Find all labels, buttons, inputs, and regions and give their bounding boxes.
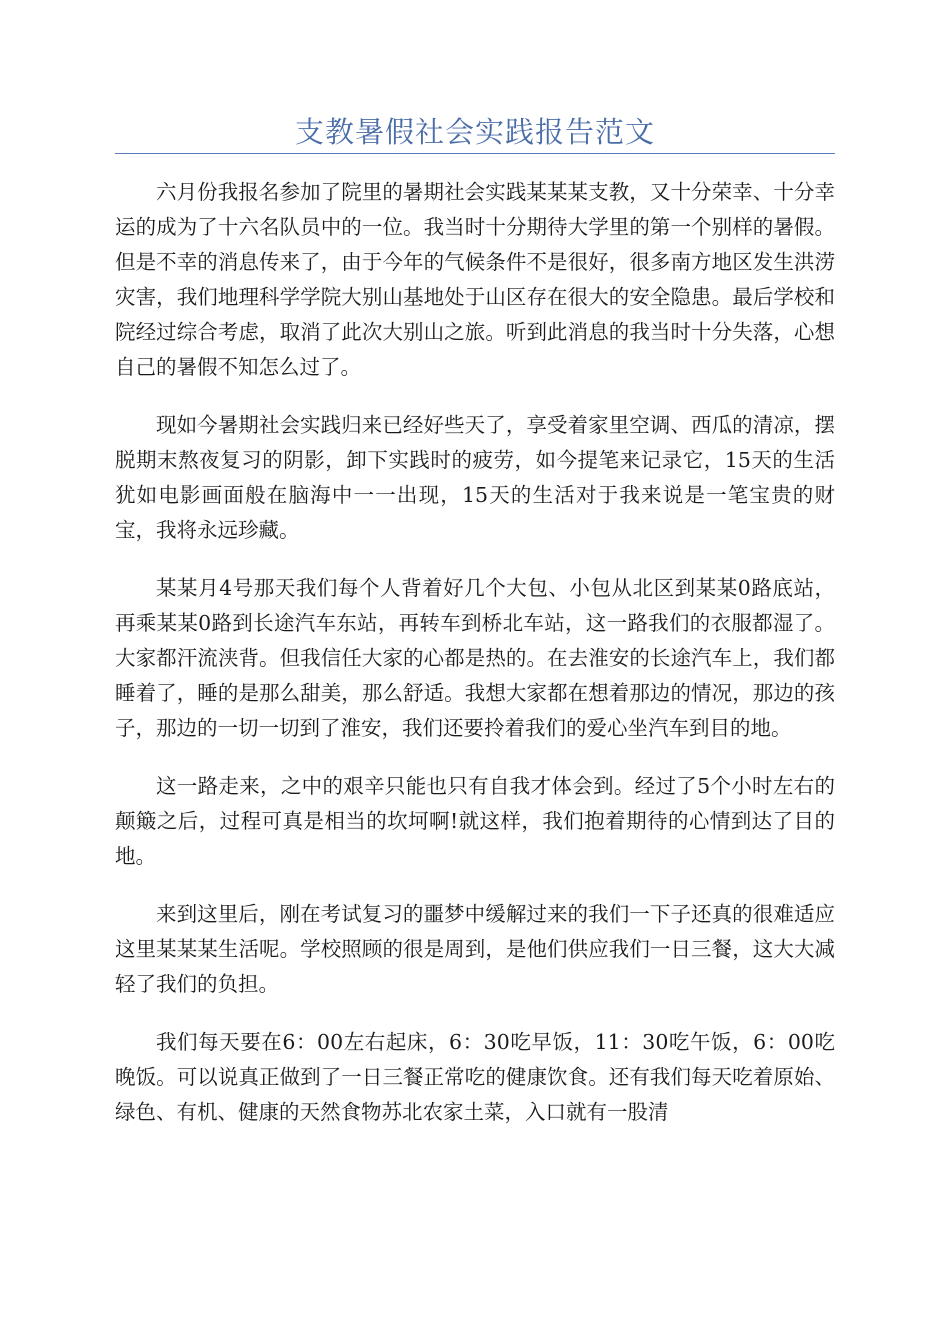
paragraph-6: 我们每天要在6：00左右起床，6：30吃早饭，11：30吃午饭，6：00吃晚饭。可以说真正做到了一日三餐正常吃的健康饮食。还有我们每天吃着原始、绿色、有机、健康的天然食物苏北农家土菜，入口就有一股清 [115, 1030, 835, 1124]
paragraph-2: 现如今暑期社会实践归来已经好些天了，享受着家里空调、西瓜的清凉，摆脱期末熬夜复习的阴影，卸下实践时的疲劳，如今提笔来记录它，15天的生活犹如电影画面般在脑海中一一出现，15天的生活对于我来说是一笔宝贵的财宝，我将永远珍藏。 [115, 413, 835, 542]
paragraph-5: 来到这里后，刚在考试复习的噩梦中缓解过来的我们一下子还真的很难适应这里某某某生活呢。学校照顾的很是周到，是他们供应我们一日三餐，这大大减轻了我们的负担。 [115, 902, 835, 996]
paragraph-1: 六月份我报名参加了院里的暑期社会实践某某某支教，又十分荣幸、十分幸运的成为了十六名队员中的一位。我当时十分期待大学里的第一个别样的暑假。但是不幸的消息传来了，由于今年的气候条件不是很好，很多南方地区发生洪涝灾害，我们地理科学学院大别山基地处于山区存在很大的安全隐患。最后学校和院经过综合考虑，取消了此次大别山之旅。听到此消息的我当时十分失落，心想自己的暑假不知怎么过了。 [115, 180, 835, 379]
document-body [115, 175, 835, 1153]
paragraph-4: 这一路走来，之中的艰辛只能也只有自我才体会到。经过了5个小时左右的颠簸之后，过程可真是相当的坎坷啊!就这样，我们抱着期待的心情到达了目的地。 [115, 774, 835, 868]
title-underline [115, 153, 835, 154]
paragraph-3: 某某月4号那天我们每个人背着好几个大包、小包从北区到某某0路底站，再乘某某0路到长途汽车东站，再转车到桥北车站，这一路我们的衣服都湿了。大家都汗流浃背。但我信任大家的心都是热的。在去淮安的长途汽车上，我们都睡着了，睡的是那么甜美，那么舒适。我想大家都在想着那边的情况，那边的孩子，那边的一切一切到了淮安，我们还要拎着我们的爱心坐汽车到目的地。 [115, 576, 835, 740]
document-title: 支教暑假社会实践报告范文 [294, 115, 655, 149]
